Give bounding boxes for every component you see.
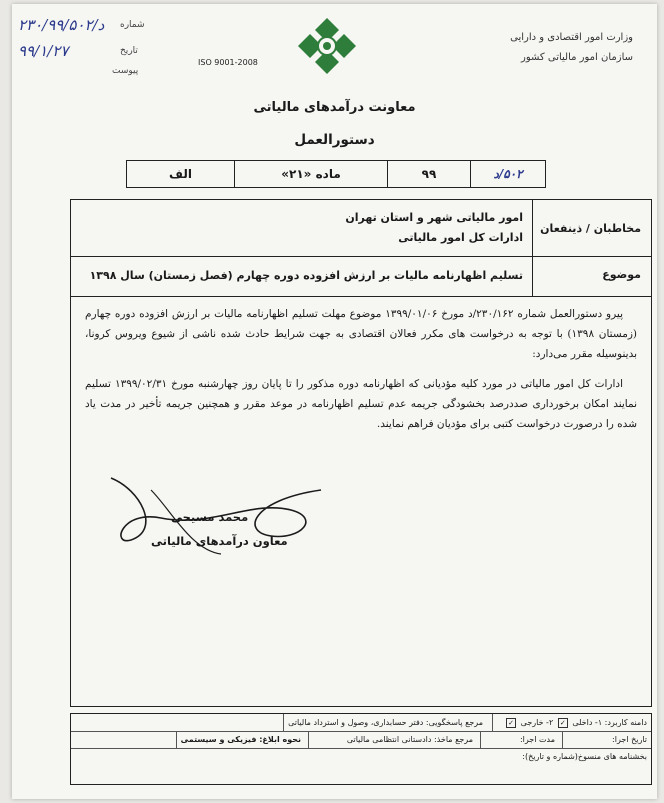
body-paragraph-1: پیرو دستورالعمل شماره ۲۳۰/۱۶۲/د مورخ ۱۳۹۹/۰۱/۰۶ موضوع مهلت تسلیم اظهارنامه مالیات بر ارزش افزوده دوره چهارم (زمستان ۱۳۹۸) با توجه به درخواست های مکرر فعالان اقتصادی به جهت شرایط حادث شده ناشی از شیوع ویروس کرونا، بدینوسیله مقرر می‌دارد: — [85, 308, 638, 360]
instruction-body-box — [70, 199, 652, 707]
ministry-name: وزارت امور اقتصادی و دارایی — [510, 32, 633, 43]
instruction-text — [85, 304, 637, 444]
recipient-2: ادارات کل امور مالیاتی — [398, 231, 523, 244]
subject-label: موضوع — [602, 268, 641, 281]
external-checkbox: ✓ — [506, 718, 516, 728]
recipient-1: امور مالیاتی شهر و استان تهران — [345, 211, 523, 224]
ministry-header — [510, 28, 633, 68]
recipients-value — [345, 208, 523, 248]
organization-name: سازمان امور مالیاتی کشور — [521, 52, 633, 63]
number-label: شماره — [120, 20, 145, 30]
usage-external-label: ۲- خارجی — [520, 718, 554, 727]
response-reference: مرجع پاسخگویی: دفتر حسابداری، وصول و استرداد مالیاتی — [283, 714, 487, 731]
usage-label: دامنه کاربرد: ۱- داخلی — [572, 718, 647, 727]
usage-scope — [492, 714, 651, 731]
iso-certification: ISO 9001-2008 — [198, 58, 258, 67]
ref-number-cell: ۵۰۲/د — [471, 161, 546, 188]
document-type-title: دستورالعمل — [294, 132, 375, 148]
subject-value: تسلیم اظهارنامه مالیات بر ارزش افزوده دوره چهارم (فصل زمستان) سال ۱۳۹۸ — [89, 269, 523, 282]
recipients-label: مخاطبان / ذینفعان — [540, 222, 641, 235]
tax-organization-logo-icon — [292, 16, 362, 76]
document-page — [12, 4, 657, 799]
ref-article-cell: ماده «۲۱» — [235, 161, 388, 188]
reference-table — [126, 160, 546, 188]
document-footer — [70, 713, 652, 785]
enforcement-date: تاریخ اجرا: — [562, 731, 651, 748]
department-title: معاونت درآمدهای مالیاتی — [253, 100, 416, 115]
revoked-circulars: بخشنامه های منسوخ(شماره و تاریخ): — [522, 752, 647, 761]
enforcement-period: مدت اجرا: — [480, 731, 559, 748]
signer-position: معاون درآمدهای مالیاتی — [151, 534, 288, 548]
letter-number: ۲۳۰/۹۹/۵۰۲/د — [18, 16, 105, 34]
signer-name: محمد مسیحی — [171, 510, 249, 524]
body-paragraph-2: ادارات کل امور مالیاتی در مورد کلیه مؤدیانی که اظهارنامه دوره مذکور را تا پایان روز چهارشنبه مورخ ۱۳۹۹/۰۲/۳۱ تسلیم نمایند امکان برخورداری صددرصد بخشودگی جریمه عدم تسلیم اظهارنامه در موعد مقرر و همچنین جریمه تأخیر در مدت یاد شده را درصورت درخواست کتبی برای مؤدیان فراهم نمایند. — [85, 378, 637, 430]
attachment-label: پیوست — [112, 66, 139, 76]
internal-checkbox: ✓ — [558, 718, 568, 728]
ref-year-cell: ۹۹ — [388, 161, 471, 188]
ref-clause-cell: الف — [127, 161, 235, 188]
date-label: تاریخ — [120, 46, 138, 56]
notification-method: نحوه ابلاغ: فیزیکی و سیستمی — [176, 731, 305, 748]
source-reference: مرجع ماخذ: دادستانی انتظامی مالیاتی — [308, 731, 477, 748]
letter-date: ۹۹/۱/۲۷ — [18, 42, 69, 60]
